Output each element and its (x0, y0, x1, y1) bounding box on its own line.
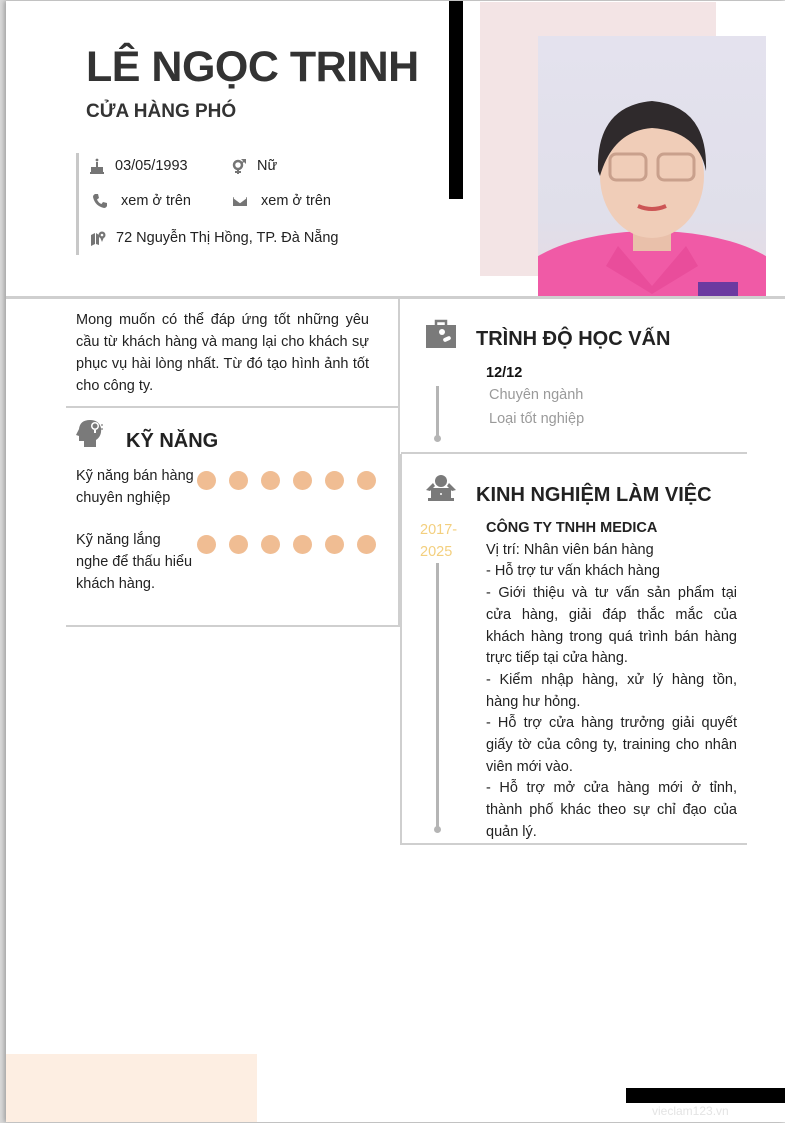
phone-icon (92, 193, 108, 209)
duty-item: - Hỗ trợ mở cửa hàng mới ở tỉnh, thành phố khác theo sự chỉ đạo của quản lý. (486, 780, 737, 840)
decor-peach-box (6, 1054, 257, 1122)
decor-black-bar (449, 1, 463, 199)
person-laptop-icon (424, 474, 458, 502)
rating-dot (293, 471, 312, 490)
phone-row (92, 193, 191, 209)
rating-dot (293, 535, 312, 554)
skills-bottom-divider (66, 625, 400, 627)
experience-divider (401, 843, 747, 845)
skills-title: KỸ NĂNG (126, 430, 219, 452)
decor-footer-bar (626, 1088, 785, 1103)
candidate-name: LÊ NGỌC TRINH (86, 43, 419, 91)
briefcase-icon (425, 319, 457, 349)
education-divider (401, 452, 747, 454)
period-end: 2025 (420, 543, 453, 560)
skill-rating (197, 535, 376, 554)
email-row (232, 193, 331, 209)
watermark: vieclam123.vn (652, 1104, 729, 1118)
skill-rating (197, 471, 376, 490)
period-start: 2017- (420, 522, 458, 538)
birthday-value: 03/05/1993 (115, 158, 188, 174)
rating-dot (197, 535, 216, 554)
skills-top-divider (66, 406, 400, 408)
map-icon (90, 230, 106, 246)
timeline-dot (434, 435, 441, 442)
rating-dot (325, 535, 344, 554)
skill-label: Kỹ năng bán hàng chuyên nghiệp (76, 468, 194, 506)
timeline-dot (434, 826, 441, 833)
rating-dot (229, 535, 248, 554)
education-school: 12/12 (486, 365, 523, 381)
gender-row (231, 158, 277, 174)
education-grade: Loại tốt nghiệp (489, 411, 585, 427)
profile-photo (538, 36, 766, 296)
rating-dot (197, 471, 216, 490)
duty-item: - Hỗ trợ tư vấn khách hàng (486, 563, 660, 580)
rating-dot (261, 535, 280, 554)
address-value: 72 Nguyễn Thị Hồng, TP. Đà Nẵng (116, 230, 339, 246)
skill-label: Kỹ năng lắng nghe để thấu hiểu khách hàng. (76, 532, 193, 592)
birthday-cake-icon (89, 158, 105, 174)
rating-dot (261, 471, 280, 490)
education-title: TRÌNH ĐỘ HỌC VẤN (476, 328, 671, 350)
education-major: Chuyên ngành (489, 387, 584, 403)
experience-left-border (400, 454, 402, 845)
rating-dot (357, 535, 376, 554)
job-title: CỬA HÀNG PHÓ (86, 101, 237, 122)
rating-dot (325, 471, 344, 490)
career-objective: Mong muốn có thể đáp ứng tốt những yêu cầu từ khách hàng và mang lại cho khách sự phục vụ hài lòng nhất. Từ đó tạo hình ảnh tốt cho công ty. (76, 312, 369, 394)
company-name: CÔNG TY TNHH MEDICA (486, 520, 658, 536)
birthday-row (89, 158, 188, 174)
experience-period (420, 520, 457, 563)
rating-dot (357, 471, 376, 490)
gender-value: Nữ (257, 158, 278, 174)
rating-dot (229, 471, 248, 490)
gender-icon (231, 158, 247, 174)
position: Vị trí: Nhân viên bán hàng (486, 541, 654, 558)
info-accent-bar (76, 153, 79, 255)
email-value: xem ở trên (261, 193, 331, 209)
education-timeline (436, 386, 439, 436)
address-row (90, 230, 338, 246)
phone-value: xem ở trên (121, 193, 191, 209)
experience-title: KINH NGHIỆM LÀM VIỆC (476, 484, 712, 506)
duty-item: - Kiểm nhập hàng, xử lý hàng tồn, hàng hư hỏng. (486, 671, 737, 710)
experience-timeline (436, 563, 439, 828)
email-icon (232, 193, 248, 209)
duty-item: - Hỗ trợ cửa hàng trưởng giải quyết giấy tờ của công ty, training cho nhân viên mới vào. (486, 715, 737, 775)
cv-page (6, 1, 785, 1122)
experience-entry (486, 518, 737, 844)
head-lightbulb-icon (76, 416, 108, 448)
duty-item: - Giới thiệu và tư vấn sản phẩm tại cửa hàng, giải đáp thắc mắc của khách hàng trong quá trình bán hàng trực tiếp tại cửa hàng. (486, 585, 737, 667)
header-divider (6, 296, 785, 299)
